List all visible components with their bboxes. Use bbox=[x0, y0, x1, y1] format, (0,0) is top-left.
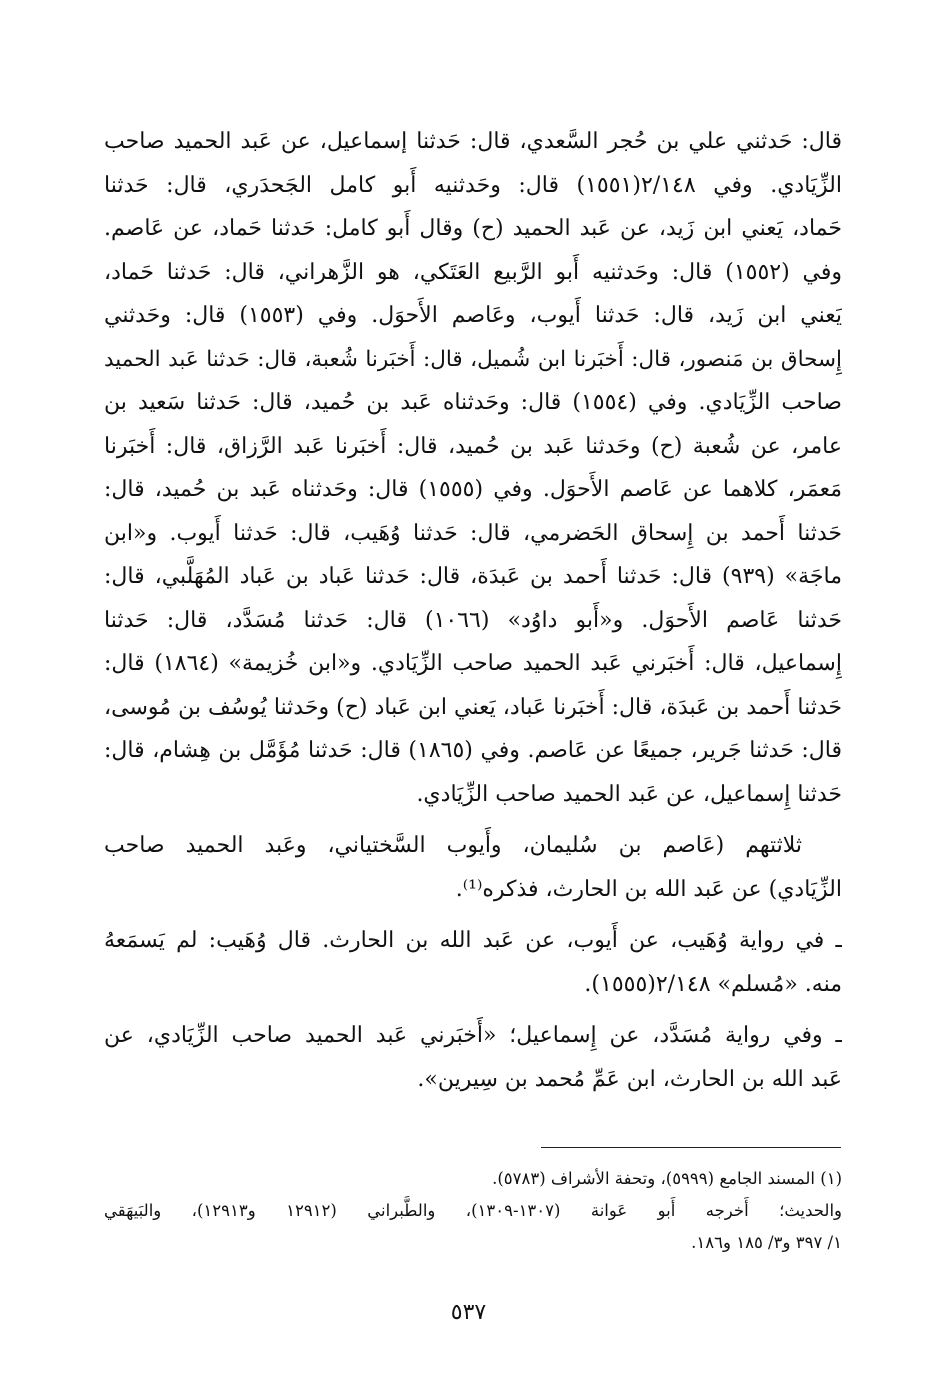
text-line: إِسماعيل، قال: أَخبَرني عَبد الحميد صاحب الزِّيَادي. و«ابن خُزيمة» (١٨٦٤) قال: bbox=[104, 651, 842, 676]
footnote-line: والحديث؛ أَخرجه أَبو عَوانة (١٣٠٧-١٣٠٩)، والطَّبراني (١٢٩١٢ و١٢٩١٣)، والبَيهَقي bbox=[104, 1201, 842, 1220]
text-line: وفي (١٥٥٢) قال: وحَدثنيه أَبو الرَّبيع العَتَكي، هو الزَّهراني، قال: حَدثنا حَماد، bbox=[104, 259, 842, 285]
text-line: صاحب الزِّيَادي. وفي (١٥٥٤) قال: وحَدثناه عَبد بن حُميد، قال: حَدثنا سَعيد بن bbox=[104, 390, 842, 415]
text-line: حَماد، يَعني ابن زَيد، عن عَبد الحميد (ح) وقال أَبو كامل: حَدثنا حَماد، عن عَاصم. bbox=[104, 216, 842, 241]
text-line: الزِّيَادي) عن عَبد الله بن الحارث، فذكره⁽¹⁾. bbox=[455, 876, 842, 902]
paragraph-summary bbox=[104, 824, 842, 911]
text-line: منه. «مُسلم» ٢/١٤٨(١٥٥٥). bbox=[584, 971, 842, 997]
page-number: ٥٣٧ bbox=[450, 1300, 487, 1325]
text-line: مَعمَر، كلاهما عن عَاصم الأَحوَل. وفي (١٥٥٥) قال: وحَدثناه عَبد بن حُميد، قال: bbox=[104, 477, 842, 502]
text-line: عَبد الله بن الحارث، ابن عَمِّ مُحمد بن سِيرين». bbox=[417, 1066, 842, 1092]
text-line: ـ وفي رواية مُسَدَّد، عن إِسماعيل؛ «أَخبَرني عَبد الحميد صاحب الزِّيَادي، عن bbox=[104, 1023, 842, 1048]
footnote-line: ١/ ٣٩٧ و٣/ ١٨٥ و١٨٦. bbox=[691, 1233, 842, 1252]
text-line: الزِّيَادي. وفي ٢/١٤٨(١٥٥١) قال: وحَدثنيه أَبو كامل الجَحدَري، قال: حَدثنا bbox=[104, 172, 842, 198]
text-line: قال: حَدثنا جَرير، جميعًا عن عَاصم. وفي (١٨٦٥) قال: حَدثنا مُؤَمَّل بن هِشام، قال: bbox=[104, 738, 842, 763]
main-text bbox=[104, 112, 842, 1101]
text-line: عامر، عن شُعبة (ح) وحَدثنا عَبد بن حُميد، قال: أَخبَرنا عَبد الرَّزاق، قال: أَخبَرنا bbox=[104, 433, 842, 459]
text-line: ماجَة» (٩٣٩) قال: حَدثنا أَحمد بن عَبدَة، قال: حَدثنا عَباد بن عَباد المُهَلَّبي، قال: bbox=[104, 564, 842, 589]
text-line: يَعني ابن زَيد، قال: حَدثنا أَيوب، وعَاصم الأَحوَل. وفي (١٥٥٣) قال: وحَدثني bbox=[104, 303, 842, 328]
footnote-line: (١) المسند الجامع (٥٩٩٩)، وتحفة الأشراف (٥٧٨٣). bbox=[492, 1169, 842, 1188]
paragraph-isnad bbox=[104, 120, 842, 816]
text-line: إِسحاق بن مَنصور، قال: أَخبَرنا ابن شُميل، قال: أَخبَرنا شُعبة، قال: حَدثنا عَبد الحميد bbox=[104, 346, 842, 372]
text-line: حَدثنا عَاصم الأَحوَل. و«أَبو داوُد» (١٠٦٦) قال: حَدثنا مُسَدَّد، قال: حَدثنا bbox=[104, 607, 842, 633]
footnote-divider bbox=[541, 1147, 841, 1148]
paragraph-note-wuhayb bbox=[104, 919, 842, 1006]
text-line: حَدثنا إِسماعيل، عن عَبد الحميد صاحب الزِّيَادي. bbox=[416, 781, 842, 807]
text-line: ثلاثتهم (عَاصم بن سُليمان، وأَيوب السَّختياني، وعَبد الحميد صاحب bbox=[104, 833, 802, 858]
text-line: حَدثنا أَحمد بن إِسحاق الحَضرمي، قال: حَدثنا وُهَيب، قال: حَدثنا أَيوب. و«ابن bbox=[104, 520, 842, 546]
text-line: قال: حَدثني علي بن حُجر السَّعدي، قال: حَدثنا إسماعيل، عن عَبد الحميد صاحب bbox=[104, 129, 842, 154]
text-line: حَدثنا أَحمد بن عَبدَة، قال: أَخبَرنا عَباد، يَعني ابن عَباد (ح) وحَدثنا يُوسُف بن مُوسى، bbox=[104, 694, 842, 720]
paragraph-note-musaddad bbox=[104, 1014, 842, 1101]
text-line: ـ في رواية وُهَيب، عن أَيوب، عن عَبد الله بن الحارث. قال وُهَيب: لم يَسمَعهُ bbox=[104, 928, 842, 953]
footnotes bbox=[104, 1163, 842, 1259]
